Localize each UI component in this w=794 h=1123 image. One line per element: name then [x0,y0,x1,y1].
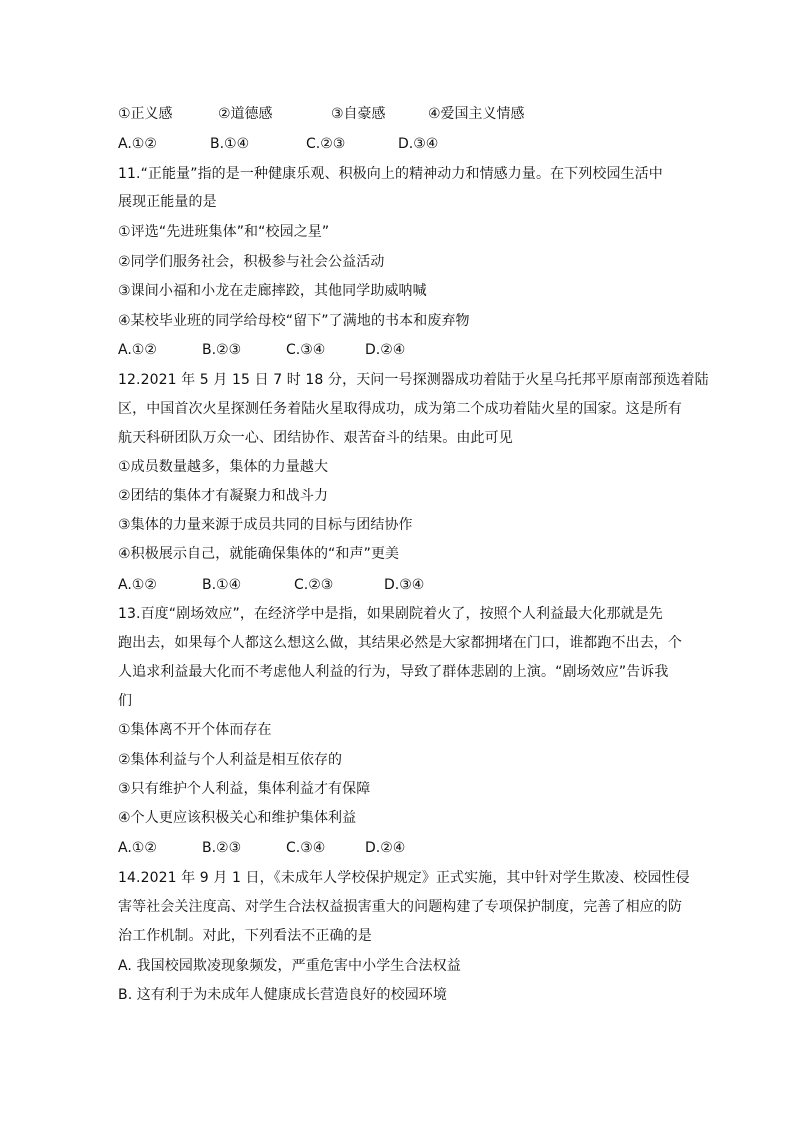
q10-option-c: C.②③ [306,136,346,152]
q12-stem-line-1: 12.2021 年 5 月 15 日 7 时 18 分，天问一号探测器成功着陆于火星乌托邦平原南部预选着陆 [118,372,709,388]
q12-option-c: C.②③ [294,577,334,593]
q11-option-d: D.②④ [365,342,406,358]
q12-stem-line-3: 航天科研团队万众一心、团结协作、艰苦奋斗的结果。由此可见 [118,430,513,446]
q12-item-4: ④积极展示自己，就能确保集体的“和声”更美 [118,546,400,562]
q13-option-b: B.②③ [202,840,242,856]
q14-option-b: B. 这有利于为未成年人健康成长营造良好的校园环境 [118,987,448,1003]
q14-stem-line-3: 治工作机制。对此，下列看法不正确的是 [118,928,372,944]
q13-stem-line-4: 们 [118,693,133,709]
q13-stem-line-2: 跑出去，如果每个人都这么想这么做，其结果必然是大家都拥堵在门口，谁都跑不出去，个 [118,635,682,651]
q13-option-c: C.③④ [286,840,326,856]
q13-item-2: ②集体利益与个人利益是相互依存的 [118,752,343,768]
q10-option-b: B.①④ [210,136,250,152]
q12-option-b: B.①④ [202,577,242,593]
q10-choice-3: ③自豪感 [331,106,386,122]
q12-item-3: ③集体的力量来源于成员共同的目标与团结协作 [118,517,413,533]
q13-stem-line-3: 人追求利益最大化而不考虑他人利益的行为，导致了群体悲剧的上演。“剧场效应”告诉我 [118,664,669,680]
q12-option-d: D.③④ [384,577,425,593]
q12-item-2: ②团结的集体才有凝聚力和战斗力 [118,488,329,504]
q11-item-1: ①评选“先进班集体”和“校园之星” [118,224,330,240]
q13-option-a: A.①② [118,840,157,856]
q13-item-4: ④个人更应该积极关心和维护集体利益 [118,810,357,826]
q14-stem-line-2: 害等社会关注度高、对学生合法权益损害重大的问题构建了专项保护制度，完善了相应的防 [118,899,682,915]
q10-choice-2: ②道德感 [218,106,273,122]
q11-item-3: ③课间小福和小龙在走廊摔跤，其他同学助威呐喊 [118,283,427,299]
q13-stem-line-1: 13.百度“剧场效应”，在经济学中是指，如果剧院着火了，按照个人利益最大化那就是先 [118,606,663,622]
q12-item-1: ①成员数量越多，集体的力量越大 [118,459,329,475]
q10-option-a: A.①② [118,136,157,152]
q13-item-1: ①集体离不开个体而存在 [118,722,272,738]
q11-option-c: C.③④ [286,342,326,358]
q14-stem-line-1: 14.2021 年 9 月 1 日，《未成年人学校保护规定》正式实施，其中针对学生欺凌、校园性侵 [118,870,690,886]
q12-stem-line-2: 区，中国首次火星探测任务着陆火星取得成功，成为第二个成功着陆火星的国家。这是所有 [118,401,682,417]
q13-option-d: D.②④ [365,840,406,856]
q11-stem-line-1: 11.“正能量”指的是一种健康乐观、积极向上的精神动力和情感力量。在下列校园生活中 [118,166,663,182]
q10-choice-4: ④爱国主义情感 [428,106,525,122]
q13-item-3: ③只有维护个人利益，集体利益才有保障 [118,781,371,797]
q10-choice-1: ①正义感 [118,106,173,122]
q11-option-a: A.①② [118,342,157,358]
q11-item-2: ②同学们服务社会，积极参与社会公益活动 [118,254,385,270]
q14-option-a: A. 我国校园欺凌现象频发，严重危害中小学生合法权益 [118,958,461,974]
q11-option-b: B.②③ [202,342,242,358]
q11-stem-line-2: 展现正能量的是 [118,194,217,210]
q10-option-d: D.③④ [398,136,439,152]
q12-option-a: A.①② [118,577,157,593]
q11-item-4: ④某校毕业班的同学给母校“留下”了满地的书本和废弃物 [118,313,470,329]
